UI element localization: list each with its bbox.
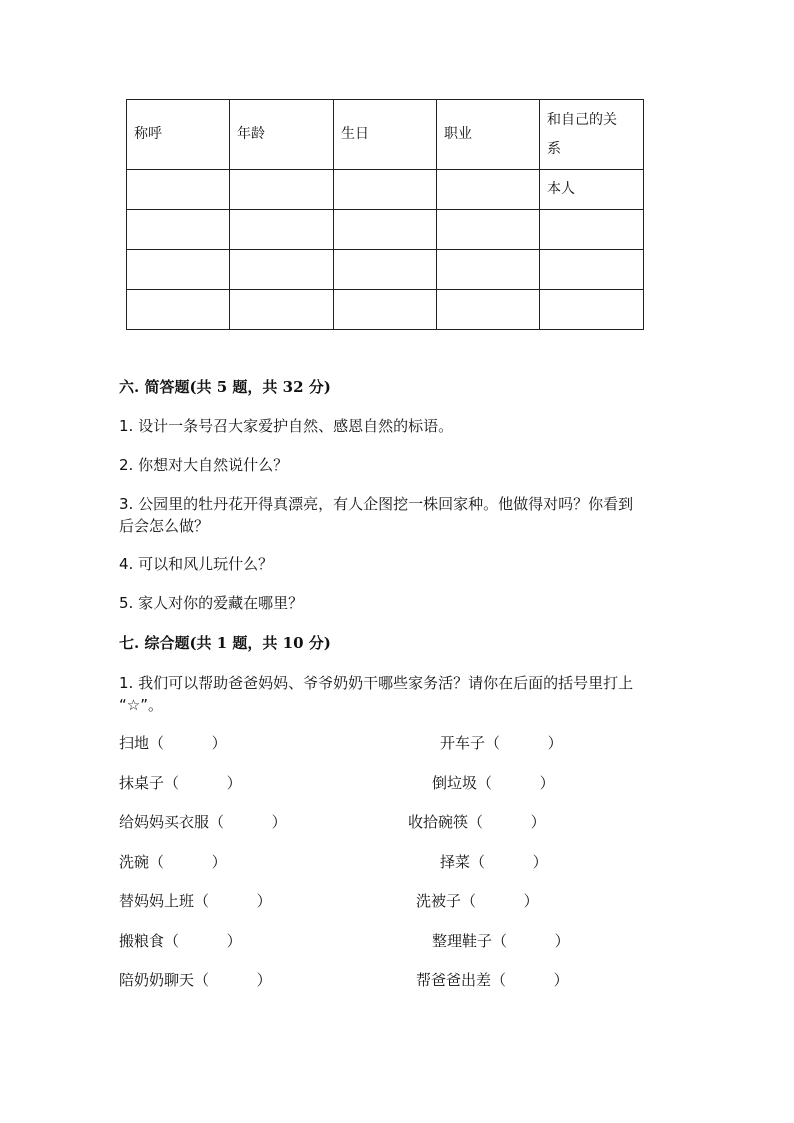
table-cell[interactable] (230, 250, 334, 290)
chore-item-right[interactable]: 收拾碗筷（ ） (408, 813, 546, 831)
chore-item-left[interactable]: 洗碗（ ） (119, 853, 227, 871)
question-1: 1. 设计一条号召大家爱护自然、感恩自然的标语。 (119, 417, 454, 435)
chore-item-left[interactable]: 搬粮食（ ） (119, 932, 242, 950)
chore-item-right[interactable]: 择菜（ ） (440, 853, 548, 871)
question-3 (119, 493, 679, 537)
table-cell[interactable] (334, 170, 437, 210)
chore-item-right[interactable]: 洗被子（ ） (416, 892, 539, 910)
question-5: 5. 家人对你的爱藏在哪里？ (119, 594, 304, 612)
table-cell: 本人 (540, 170, 644, 210)
table-cell[interactable] (437, 290, 540, 330)
table-cell[interactable] (127, 170, 230, 210)
composite-question-line2: “☆”。 (119, 696, 163, 714)
question-2: 2. 你想对大自然说什么？ (119, 456, 289, 474)
composite-question-line1: 1. 我们可以帮助爸爸妈妈、爷爷奶奶干哪些家务活？请你在后面的括号里打上 (119, 674, 634, 692)
chore-item-left[interactable]: 给妈妈买衣服（ ） (119, 813, 287, 831)
table-header-row (127, 100, 644, 170)
chore-item-left[interactable]: 陪奶奶聊天（ ） (119, 971, 272, 989)
table-row (127, 250, 644, 290)
table-cell[interactable] (230, 210, 334, 250)
table-cell[interactable] (127, 250, 230, 290)
section-6-title: 六. 简答题(共 5 题，共 32 分) (119, 378, 331, 396)
composite-question-1 (119, 672, 679, 716)
header-cell-relation (540, 100, 644, 170)
header-cell-job: 职业 (437, 100, 540, 170)
chore-item-left[interactable]: 抹桌子（ ） (119, 774, 242, 792)
question-3-line1: 3. 公园里的牡丹花开得真漂亮，有人企图挖一株回家种。他做得对吗？你看到 (119, 495, 634, 513)
header-cell-title: 称呼 (127, 100, 230, 170)
table-cell[interactable] (437, 170, 540, 210)
table-cell[interactable] (230, 290, 334, 330)
table-cell[interactable] (540, 250, 644, 290)
table-cell[interactable] (334, 250, 437, 290)
header-cell-birthday: 生日 (334, 100, 437, 170)
table-cell[interactable] (334, 290, 437, 330)
chore-item-left[interactable]: 替妈妈上班（ ） (119, 892, 272, 910)
table-row (127, 290, 644, 330)
table-cell[interactable] (127, 290, 230, 330)
chore-item-right[interactable]: 整理鞋子（ ） (432, 932, 570, 950)
chore-item-left[interactable]: 扫地（ ） (119, 734, 227, 752)
header-relation-line2: 系 (547, 140, 561, 157)
section-7-title: 七. 综合题(共 1 题，共 10 分) (119, 634, 331, 652)
table-row (127, 210, 644, 250)
question-3-line2: 后会怎么做？ (119, 517, 210, 535)
table-cell[interactable] (127, 210, 230, 250)
table-row (127, 170, 644, 210)
question-4: 4. 可以和风儿玩什么？ (119, 555, 274, 573)
table-cell[interactable] (437, 210, 540, 250)
table-cell[interactable] (334, 210, 437, 250)
chore-item-right[interactable]: 开车子（ ） (440, 734, 563, 752)
chore-item-right[interactable]: 倒垃圾（ ） (432, 774, 555, 792)
header-relation-line1: 和自己的关 (547, 111, 617, 128)
header-cell-age: 年龄 (230, 100, 334, 170)
table-cell[interactable] (230, 170, 334, 210)
chore-item-right[interactable]: 帮爸爸出差（ ） (416, 971, 569, 989)
table-cell[interactable] (437, 250, 540, 290)
table-cell[interactable] (540, 210, 644, 250)
table-cell[interactable] (540, 290, 644, 330)
family-info-table (126, 99, 644, 330)
